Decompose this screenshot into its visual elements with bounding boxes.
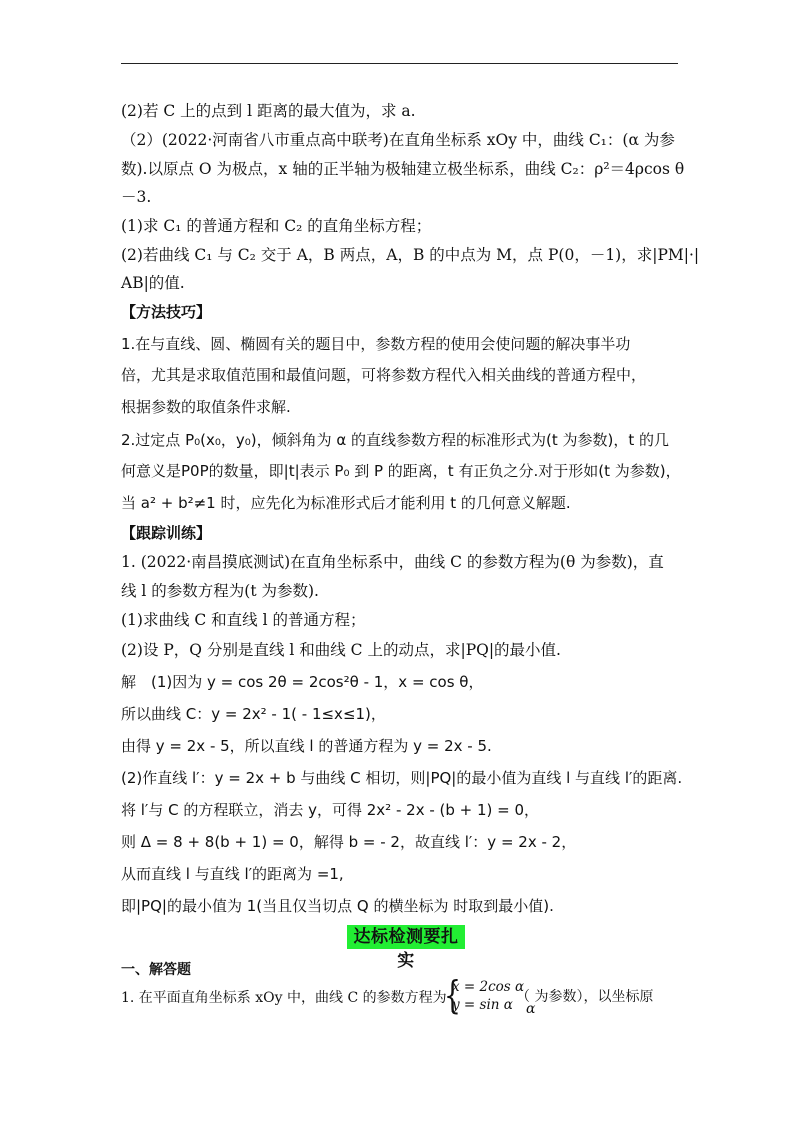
text-line: 1. (2022·南昌摸底测试)在直角坐标系中，曲线 C 的参数方程为(θ 为参数)，直 [121,553,664,571]
text-line: (2)设 P，Q 分别是直线 l 和曲线 C 上的动点，求|PQ|的最小值. [121,641,561,659]
text-line: 由得 y = 2x - 5，所以直线 l 的普通方程为 y = 2x - 5. [121,737,492,755]
section-banner: 达标检测要扎实 [347,925,465,949]
text-line: (1)求 C₁ 的普通方程和 C₂ 的直角坐标方程； [121,217,432,235]
text-line: (2)若曲线 C₁ 与 C₂ 交于 A，B 两点，A，B 的中点为 M，点 P(0，－1)，求|PM|·| [121,246,700,264]
text-line: (2)作直线 l′：y = 2x + b 与曲线 C 相切，则|PQ|的最小值为直线 l 与直线 l′的距离. [121,769,683,787]
text-line: (2)若 C 上的点到 l 距离的最大值为，求 a. [121,102,416,120]
text-line: 1.在与直线、圆、椭圆有关的题目中，参数方程的使用会使问题的解决事半功 [121,335,631,353]
text-line: 所以曲线 C：y = 2x² - 1( - 1≤x≤1)， [121,705,386,723]
alpha-symbol: α [526,1001,536,1017]
equation-y: y = sin α [452,997,513,1013]
text-line: (1)求曲线 C 和直线 l 的普通方程； [121,611,366,629]
text-line: 从而直线 l 与直线 l′的距离为 =1, [121,865,344,883]
text-line: 则 Δ = 8 + 8(b + 1) = 0，解得 b = - 2，故直线 l′：y = 2x - 2， [121,833,577,851]
text-line: 何意义是P0P的数量，即|t|表示 P₀ 到 P 的距离，t 有正负之分.对于形如(t 为参数)， [121,462,681,480]
question-tail: （ 为参数），以坐标原 [516,989,654,1005]
brace-icon: { [444,973,461,1017]
text-line: 倍，尤其是求取值范围和最值问题，可将参数方程代入相关曲线的普通方程中， [121,366,647,384]
text-line: 当 a² + b²≠1 时，应先化为标准形式后才能利用 t 的几何意义解题. [121,494,571,512]
header-rule [121,63,678,64]
text-line: 根据参数的取值条件求解. [121,398,291,416]
question-lead: 1. 在平面直角坐标系 xOy 中，曲线 C 的参数方程为 [121,990,447,1006]
text-line: （2）(2022·河南省八市重点高中联考)在直角坐标系 xOy 中，曲线 C₁：(α 为参 [121,131,675,149]
section-heading: 一、解答题 [121,962,191,978]
section-heading: 【方法技巧】 [121,303,212,321]
text-line: －3. [121,188,152,206]
section-heading: 【跟踪训练】 [121,524,212,542]
text-line: 将 l′与 C 的方程联立，消去 y，可得 2x² - 2x - (b + 1) = 0， [121,801,540,819]
text-line: 2.过定点 P₀(x₀，y₀)，倾斜角为 α 的直线参数方程的标准形式为(t 为参数)，t 的几 [121,431,670,449]
text-line: 数).以原点 O 为极点，x 轴的正半轴为极轴建立极坐标系，曲线 C₂：ρ²＝4ρcos θ [121,160,685,178]
text-line: 即|PQ|的最小值为 1(当且仅当切点 Q 的横坐标为 时取到最小值). [121,897,554,915]
text-line: 解 (1)因为 y = cos 2θ = 2cos²θ - 1，x = cos θ， [121,673,484,691]
text-line: AB|的值. [121,274,185,292]
text-line: 线 l 的参数方程为(t 为参数). [121,582,319,600]
equation-x: x = 2cos α [452,979,525,995]
